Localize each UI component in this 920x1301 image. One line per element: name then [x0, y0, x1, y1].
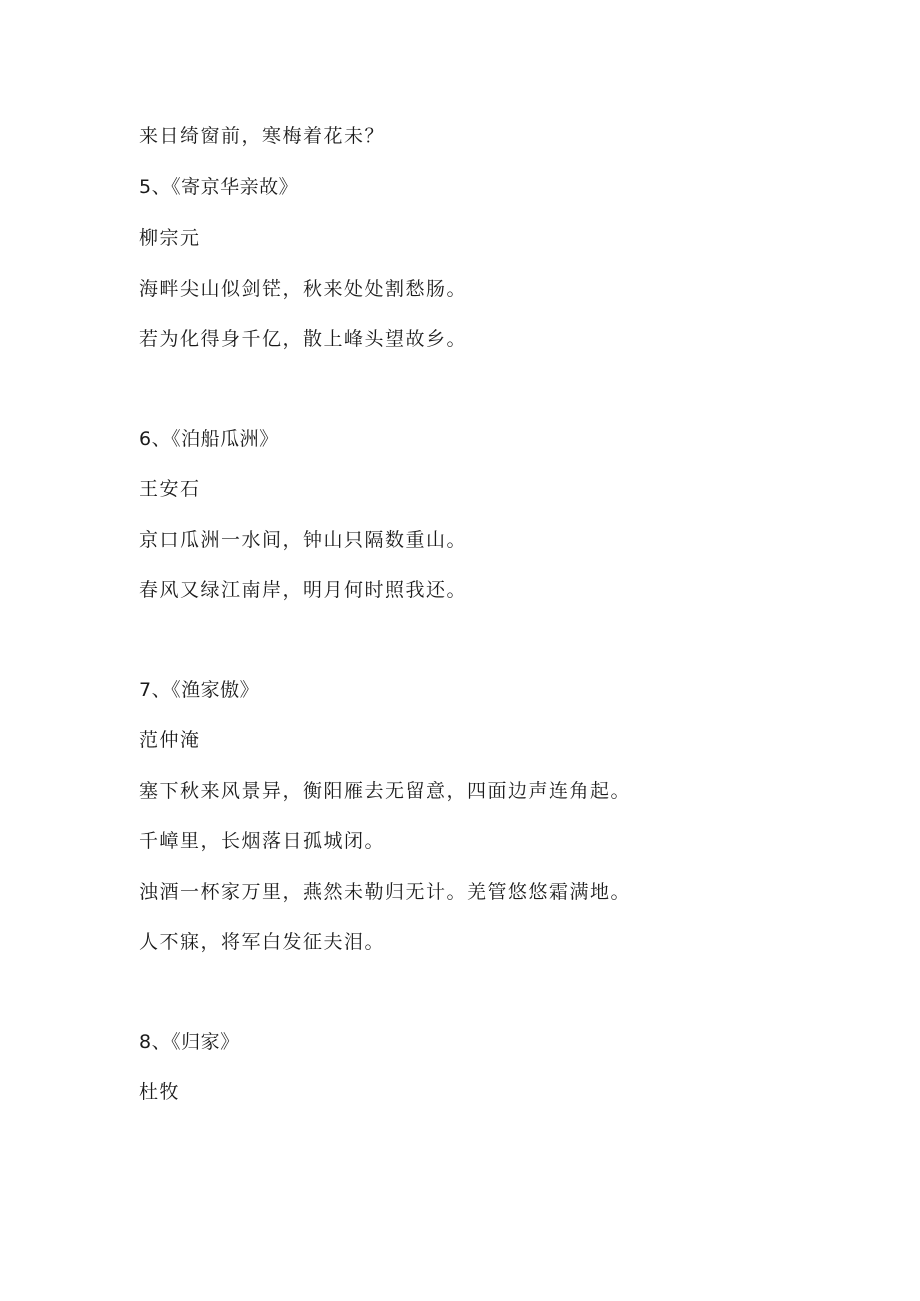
poem-author: 范仲淹 [139, 729, 201, 751]
poem-line: 人不寐，将军白发征夫泪。 [139, 931, 386, 953]
poem-author: 王安石 [139, 478, 201, 500]
poem-line: 千嶂里，长烟落日孤城闭。 [139, 830, 386, 852]
poem-title: 8、《归家》 [139, 1031, 240, 1053]
poem-line: 塞下秋来风景异，衡阳雁去无留意，四面边声连角起。 [139, 780, 632, 802]
poem-line: 若为化得身千亿，散上峰头望故乡。 [139, 328, 468, 350]
poem-line: 春风又绿江南岸，明月何时照我还。 [139, 579, 468, 601]
poem-line: 海畔尖山似剑铓，秋来处处割愁肠。 [139, 278, 468, 300]
poem-line: 京口瓜洲一水间，钟山只隔数重山。 [139, 529, 468, 551]
poem-title: 7、《渔家傲》 [139, 679, 260, 701]
poem-author: 杜牧 [139, 1081, 181, 1103]
poem-line: 来日绮窗前，寒梅着花未？ [139, 125, 386, 147]
poem-title: 5、《寄京华亲故》 [139, 176, 299, 198]
poem-title: 6、《泊船瓜洲》 [139, 428, 279, 450]
poem-author: 柳宗元 [139, 227, 201, 249]
poem-line: 浊酒一杯家万里，燕然未勒归无计。羌管悠悠霜满地。 [139, 881, 632, 903]
